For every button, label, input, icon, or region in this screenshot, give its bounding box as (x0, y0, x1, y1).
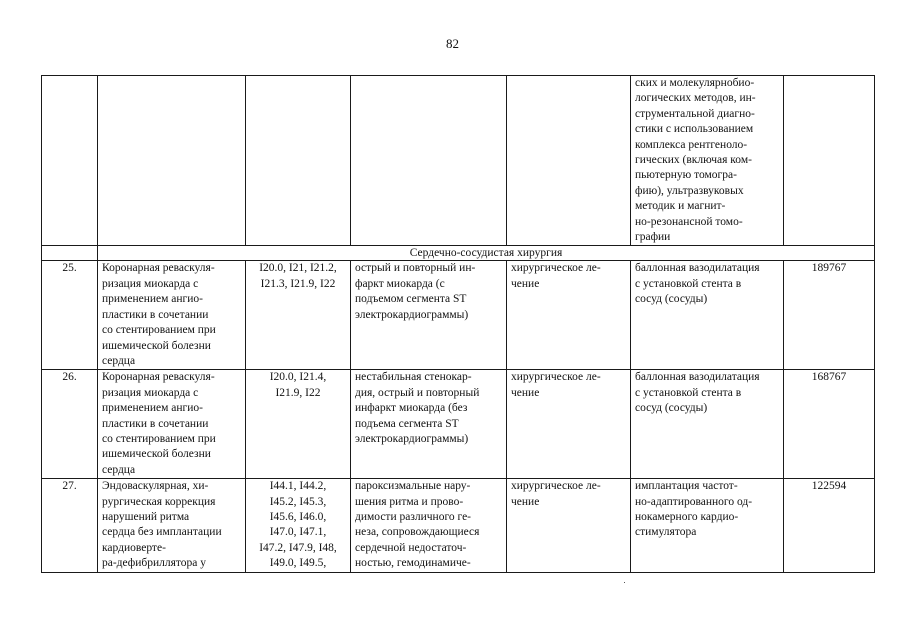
cell-cost: 122594 (784, 479, 875, 572)
cell-num: 26. (42, 370, 98, 479)
cell-model: нестабильная стенокар- дия, острый и повторный инфаркт миокарда (без подъема сегмента ST электрокардиограммы) (351, 370, 507, 479)
cell-codes: I20.0, I21, I21.2, I21.3, I21.9, I22 (246, 261, 351, 370)
cell-model (351, 76, 507, 246)
cell-method: баллонная вазодилатация с установкой стента в сосуд (сосуды) (631, 370, 784, 479)
table-row (42, 479, 875, 572)
cell-name: Коронарная реваскуля- ризация миокарда с применением ангио- пластики в сочетании со стентированием при ишемической болезни сердца (98, 261, 246, 370)
cell-codes: I44.1, I44.2, I45.2, I45.3, I45.6, I46.0, I47.0, I47.1, I47.2, I47.9, I48, I49.0, I49.5, (246, 479, 351, 572)
cell-cost (784, 76, 875, 246)
cell-method: имплантация частот- но-адаптированного од- нокамерного кардио- стимулятора (631, 479, 784, 572)
table-row (42, 370, 875, 479)
table-row-continued (42, 76, 875, 246)
cell-name (98, 76, 246, 246)
cell-codes (246, 76, 351, 246)
table-row (42, 261, 875, 370)
cell-cost: 168767 (784, 370, 875, 479)
cell-num: 25. (42, 261, 98, 370)
cell-num: 27. (42, 479, 98, 572)
page-number: 82 (446, 36, 459, 51)
cell-method: ских и молекулярнобио- логических методов, ин- струментальной диагно- стики с использованием комплекса рентгеноло- гических (включая ком- пьютерную томогра- фию), ультразвуковых методик и магнит- но-резонансной томо- графии (631, 76, 784, 246)
section-title: Сердечно-сосудистая хирургия (98, 246, 875, 261)
cell-treatment: хирургическое ле- чение (507, 261, 631, 370)
cell-model: пароксизмальные нару- шения ритма и прово- димости различного ге- неза, сопровождающиеся сердечной недостаточ- ностью, гемодинамиче- (351, 479, 507, 572)
medical-care-table (41, 75, 875, 573)
cell-cost: 189767 (784, 261, 875, 370)
cell-treatment (507, 76, 631, 246)
cell-model: острый и повторный ин- фаркт миокарда (с подъемом сегмента ST электрокардиограммы) (351, 261, 507, 370)
cell-method: баллонная вазодилатация с установкой стента в сосуд (сосуды) (631, 261, 784, 370)
cell-treatment: хирургическое ле- чение (507, 479, 631, 572)
section-spacer-cell (42, 246, 98, 261)
scan-speck (624, 582, 625, 583)
cell-name: Эндоваскулярная, хи- рургическая коррекция нарушений ритма сердца без имплантации кардиоверте- ра-дефибриллятора у (98, 479, 246, 572)
cell-treatment: хирургическое ле- чение (507, 370, 631, 479)
cell-codes: I20.0, I21.4, I21.9, I22 (246, 370, 351, 479)
cell-name: Коронарная реваскуля- ризация миокарда с применением ангио- пластики в сочетании со стентированием при ишемической болезни сердца (98, 370, 246, 479)
cell-num (42, 76, 98, 246)
section-header-row (42, 246, 875, 261)
